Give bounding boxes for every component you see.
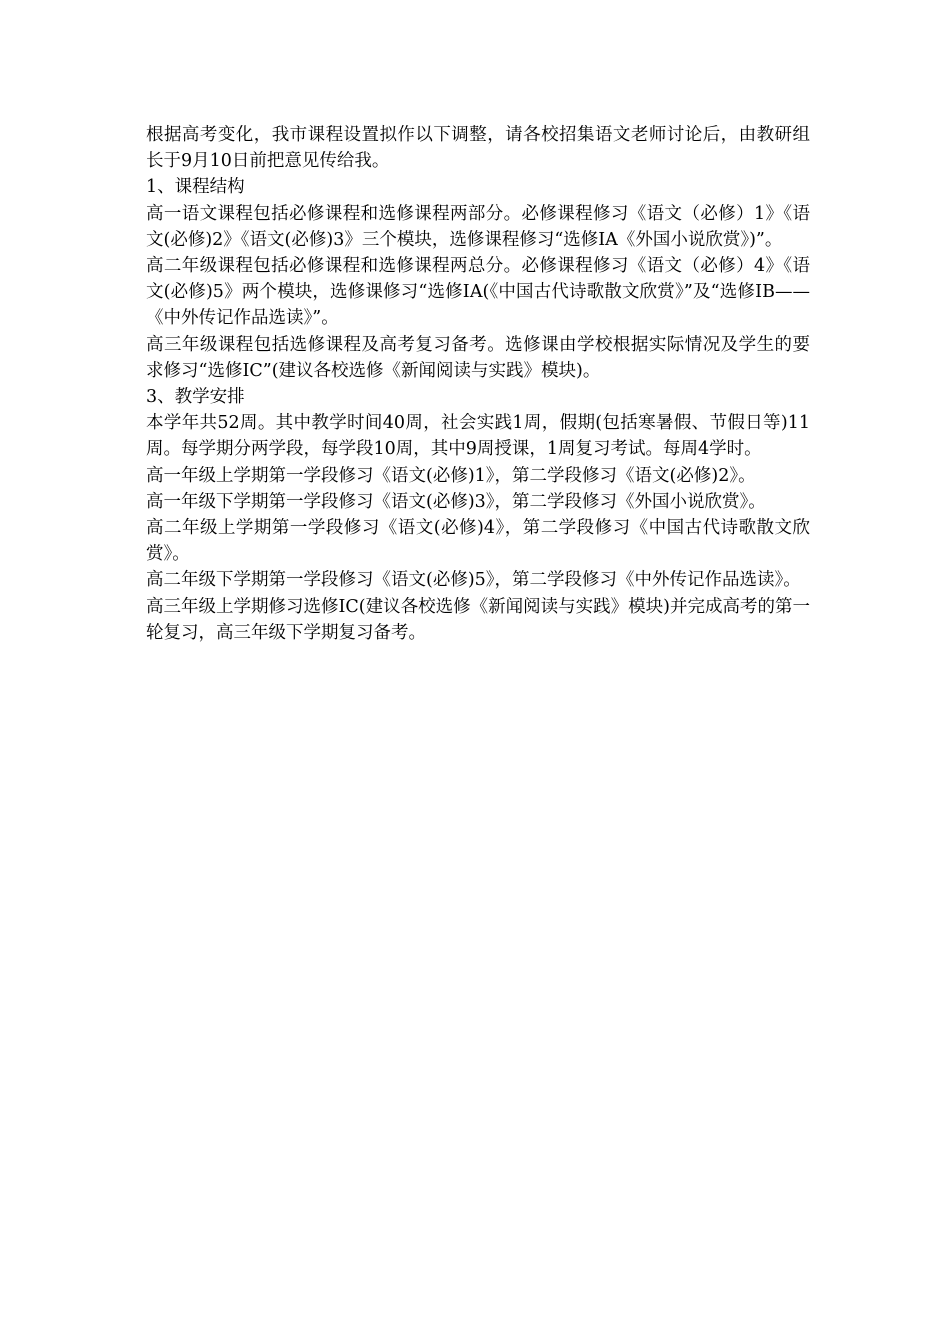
grade-two-second-term-paragraph: 高二年级下学期第一学段修习《语文(必修)5》，第二学段修习《中外传记作品选读》。 [146, 570, 801, 591]
grade-three-course-paragraph: 高三年级课程包括选修课程及高考复习备考。选修课由学校根据实际情况及学生的要求修习“选修ⅠC”(建议各校选修《新闻阅读与实践》模块)。 [146, 334, 810, 381]
grade-one-second-term-paragraph: 高一年级下学期第一学段修习《语文(必修)3》，第二学段修习《外国小说欣赏》。 [146, 491, 766, 512]
grade-two-course-paragraph: 高二年级课程包括必修课程和选修课程两总分。必修课程修习《语文（必修）4》《语文(必修)5》两个模块，选修课修习“选修ⅠA(《中国古代诗歌散文欣赏》”及“选修ⅠB——《中外传记作品选读》”。 [146, 256, 810, 329]
document-body [146, 122, 810, 646]
section-heading-teaching-arrangement: 3、教学安排 [146, 387, 245, 408]
schedule-paragraph: 本学年共52周。其中教学时间40周，社会实践1周，假期(包括寒暑假、节假日等)11周。每学期分两学段，每学段10周，其中9周授课，1周复习考试。每周4学时。 [146, 413, 810, 460]
section-heading-course-structure: 1、课程结构 [146, 177, 245, 198]
intro-paragraph: 根据高考变化，我市课程设置拟作以下调整，请各校招集语文老师讨论后，由教研组长于9月10日前把意见传给我。 [146, 125, 810, 172]
grade-three-paragraph: 高三年级上学期修习选修ⅠC(建议各校选修《新闻阅读与实践》模块)并完成高考的第一轮复习，高三年级下学期复习备考。 [146, 596, 810, 643]
grade-two-first-term-paragraph: 高二年级上学期第一学段修习《语文(必修)4》，第二学段修习《中国古代诗歌散文欣赏》。 [146, 518, 810, 565]
grade-one-first-term-paragraph: 高一年级上学期第一学段修习《语文(必修)1》，第二学段修习《语文(必修)2》。 [146, 465, 756, 486]
grade-one-course-paragraph: 高一语文课程包括必修课程和选修课程两部分。必修课程修习《语文（必修）1》《语文(必修)2》《语文(必修)3》三个模块，选修课程修习“选修ⅠA《外国小说欣赏》)”。 [146, 203, 810, 250]
